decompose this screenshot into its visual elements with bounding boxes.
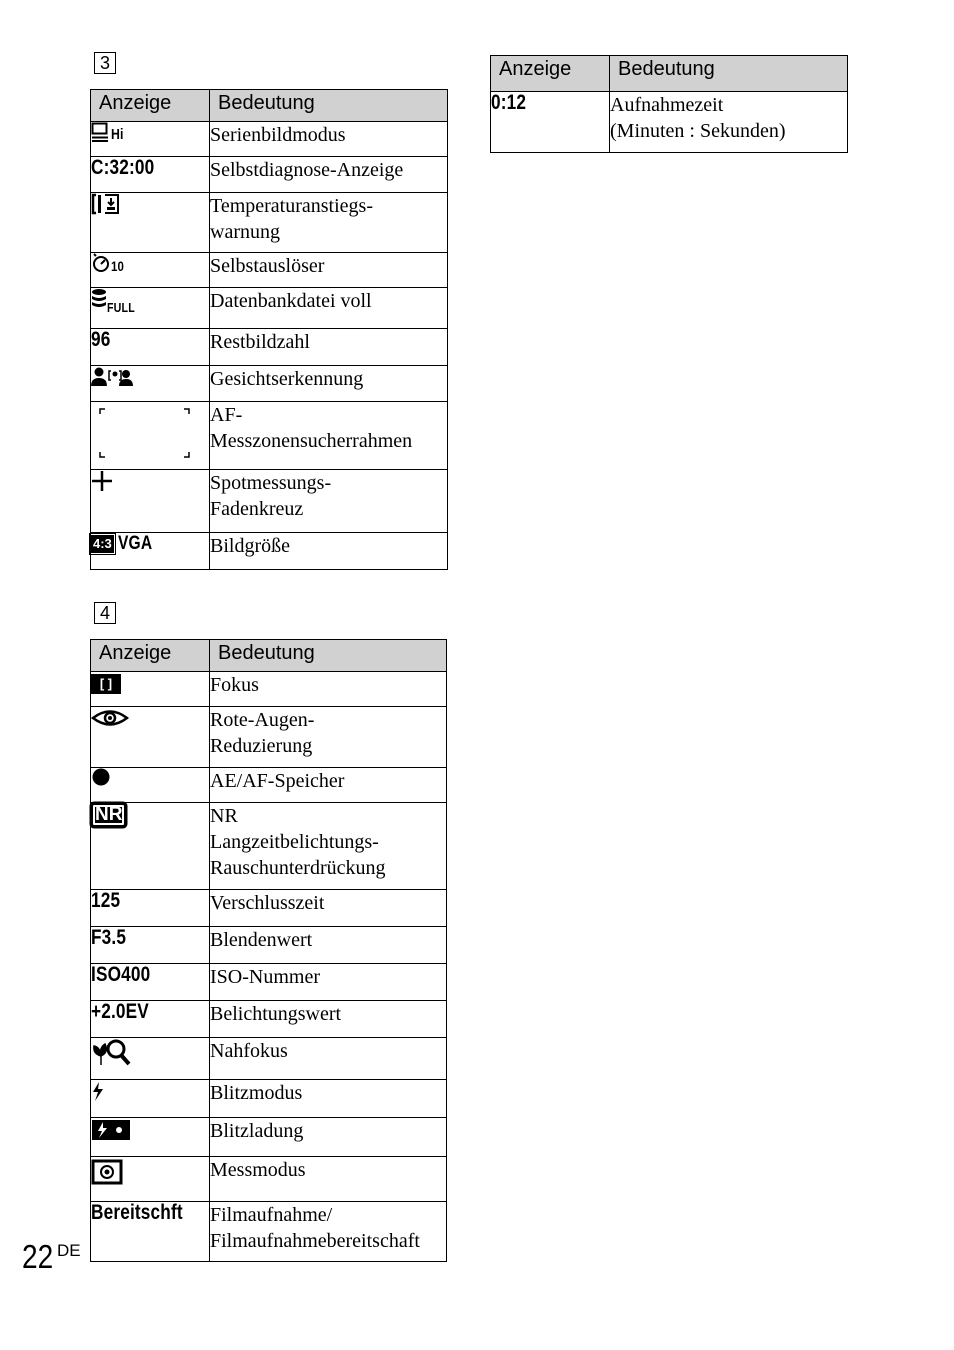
table-row [91,803,447,890]
focus-icon: [ ] [91,674,121,694]
indicator-cell [91,329,210,366]
table-row [91,1080,447,1118]
face-detection-icon [91,366,133,388]
indicator-cell [91,1118,210,1157]
indicator-text: ISO400 [91,963,151,986]
page-language-suffix: DE [57,1241,81,1260]
meaning-cell: Gesichtserkennung [210,366,448,402]
indicator-cell [91,964,210,1001]
table-row [91,927,447,964]
table-row [91,402,448,470]
meaning-cell: Rote-Augen- Reduzierung [210,707,447,768]
table-row [91,122,448,157]
indicator-cell [91,470,210,533]
meaning-cell: ISO-Nummer [210,964,447,1001]
meaning-cell: Serienbildmodus [210,122,448,157]
table-row [91,672,447,707]
table-row [91,1202,447,1262]
indicator-cell [91,1038,210,1080]
table-row [91,329,448,366]
page-number-value: 22 [22,1238,54,1275]
table-row [491,92,848,153]
database-full-icon: FULL [91,288,141,314]
table-row [91,1038,447,1080]
red-eye-icon [91,707,129,729]
indicator-text: +2.0EV [91,1000,149,1023]
indicator-cell [91,803,210,890]
table-row [91,470,448,533]
metering-mode-icon [91,1157,123,1185]
indicator-cell [91,707,210,768]
meaning-cell: AF- Messzonensucherrahmen [210,402,448,470]
indicator-cell [91,402,210,470]
indicator-text: Bereitschft [91,1201,183,1224]
burst-hi-icon: Hi [91,122,126,142]
indicator-cell [91,927,210,964]
indicator-cell [91,1157,210,1202]
table-row [91,193,448,253]
indicator-cell [91,193,210,253]
recording-time-table [490,55,848,153]
meaning-cell: NR Langzeitbelichtungs- Rauschunterdrückung [210,803,447,890]
indicator-cell [91,157,210,193]
table-row [91,890,447,927]
table-row [91,366,448,402]
indicator-text: 125 [91,889,121,912]
meaning-cell: Selbstauslöser [210,253,448,288]
meaning-cell: Blendenwert [210,927,447,964]
table-row [91,1001,447,1038]
table-row [91,288,448,329]
indicator-cell [91,1202,210,1262]
indicator-cell [91,672,210,707]
meaning-cell: Messmodus [210,1157,447,1202]
meaning-cell: Datenbankdatei voll [210,288,448,329]
table-row [91,707,447,768]
indicator-text: C:32:00 [91,156,155,179]
indicator-text: F3.5 [91,926,127,949]
table-header [91,90,448,122]
header-indicator: Anzeige [91,90,210,122]
header-indicator: Anzeige [491,56,610,92]
section-3-table [90,89,448,570]
table-row [91,533,448,570]
header-meaning: Bedeutung [210,640,447,672]
indicator-cell [91,768,210,803]
flash-charging-icon [91,1118,131,1142]
table-row [91,253,448,288]
temperature-warning-icon [91,193,121,215]
table-row [91,964,447,1001]
af-range-frame-icon [91,402,209,464]
meaning-cell: Restbildzahl [210,329,448,366]
meaning-cell: Temperaturanstiegs- warnung [210,193,448,253]
indicator-cell [91,1001,210,1038]
meaning-cell: Spotmessungs- Fadenkreuz [210,470,448,533]
table-header [491,56,848,92]
meaning-cell: Fokus [210,672,447,707]
section-3-marker: 3 [94,52,116,74]
meaning-cell: AE/AF-Speicher [210,768,447,803]
self-timer-10-icon: 10 [91,253,127,273]
indicator-cell [91,122,210,157]
indicator-cell [91,366,210,402]
table-row [91,1118,447,1157]
ae-af-lock-icon [91,768,111,788]
table-row [91,157,448,193]
macro-magnifier-icon [91,1038,131,1066]
table-row [91,1157,447,1202]
table-header [91,640,447,672]
crosshair-icon [91,470,113,492]
indicator-cell [91,890,210,927]
meaning-cell: Selbstdiagnose-Anzeige [210,157,448,193]
header-meaning: Bedeutung [610,56,848,92]
indicator-cell [91,1080,210,1118]
page-number [22,1238,81,1276]
indicator-text: 0:12 [491,91,527,114]
meaning-cell: Bildgröße [210,533,448,570]
indicator-cell [91,533,210,570]
nr-icon: NR [91,803,126,827]
indicator-cell [91,253,210,288]
header-indicator: Anzeige [91,640,210,672]
meaning-cell: Blitzladung [210,1118,447,1157]
meaning-cell: Aufnahmezeit (Minuten : Sekunden) [610,92,848,153]
flash-mode-icon [91,1080,105,1102]
meaning-cell: Filmaufnahme/ Filmaufnahmebereitschaft [210,1202,447,1262]
meaning-cell: Blitzmodus [210,1080,447,1118]
indicator-cell [91,288,210,329]
indicator-cell [491,92,610,153]
meaning-cell: Belichtungswert [210,1001,447,1038]
section-4-table [90,639,447,1262]
header-meaning: Bedeutung [210,90,448,122]
meaning-cell: Verschlusszeit [210,890,447,927]
meaning-cell: Nahfokus [210,1038,447,1080]
indicator-text: 96 [91,328,111,351]
table-row [91,768,447,803]
image-size-vga-icon: 4:3 VGA [93,533,153,554]
section-4-marker: 4 [94,602,116,624]
